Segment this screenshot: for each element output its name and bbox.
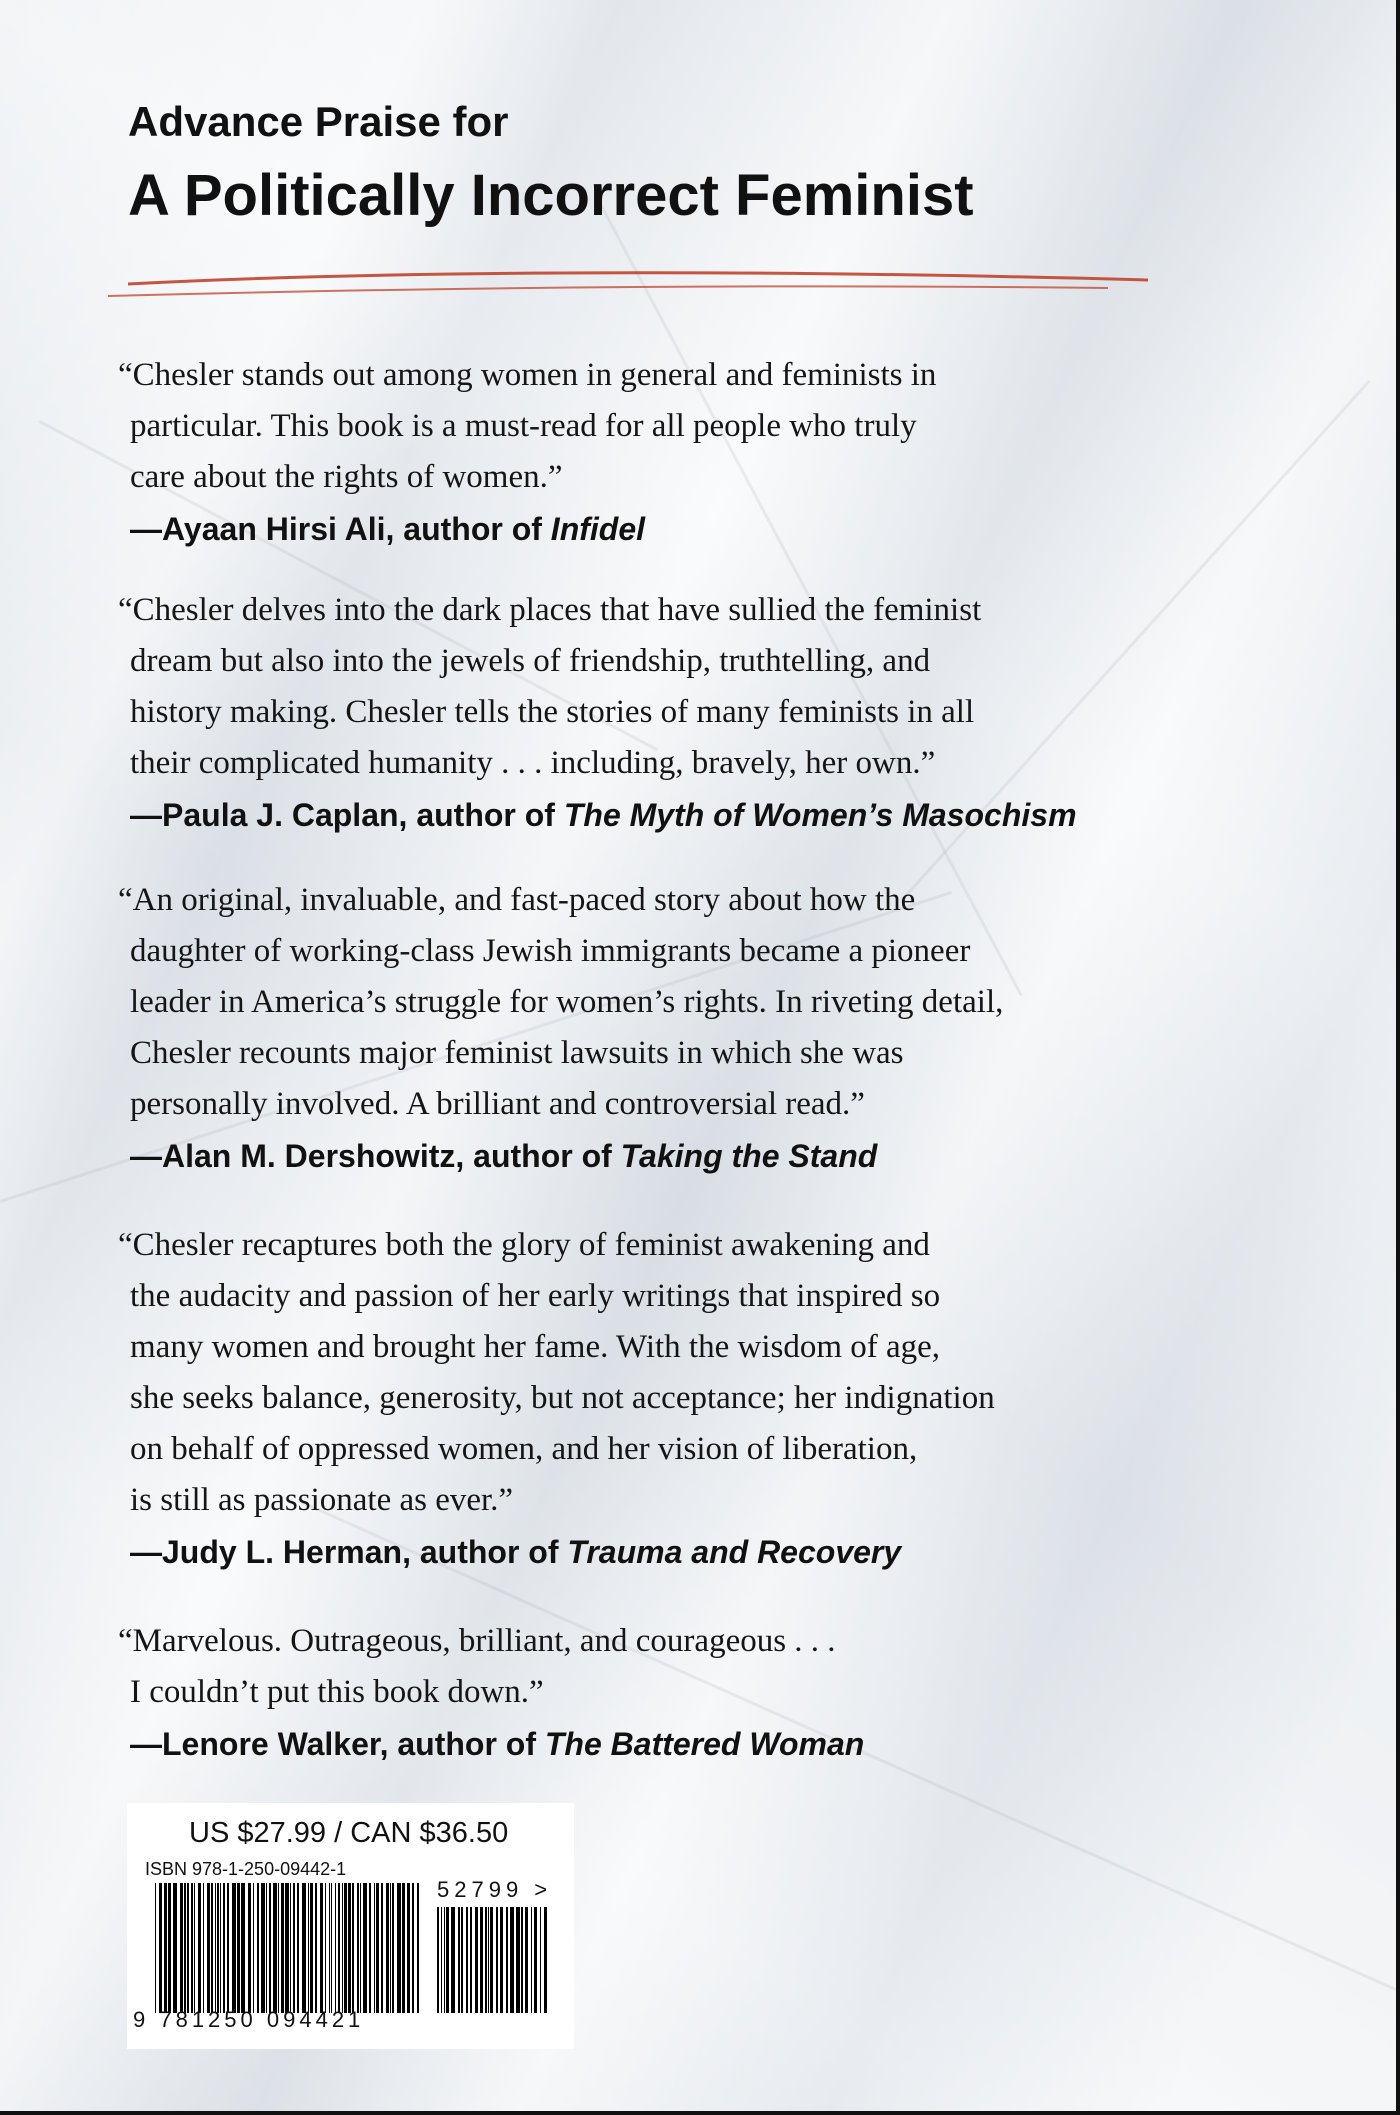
barcode-bar xyxy=(480,1907,483,2013)
barcode-bar xyxy=(266,1883,267,2013)
barcode-bar xyxy=(374,1883,375,2013)
rule-stroke-upper xyxy=(128,273,1148,284)
barcode-bar xyxy=(470,1907,472,2013)
barcode-bar xyxy=(540,1907,541,2013)
barcode-bar xyxy=(331,1883,332,2013)
red-brush-rule xyxy=(108,258,1153,308)
attribution-dash: — xyxy=(130,1534,162,1570)
barcode-bar xyxy=(352,1883,354,2013)
book-title: A Politically Incorrect Feminist xyxy=(128,163,974,228)
author-of-label: author of xyxy=(416,797,555,833)
barcode-bar xyxy=(521,1907,523,2013)
barcode-bar xyxy=(290,1883,291,2013)
quote-block xyxy=(118,875,1178,1182)
barcode-bar xyxy=(390,1883,391,2013)
barcode-bar xyxy=(381,1883,383,2013)
barcode-bar xyxy=(534,1907,537,2013)
price-addon-number: 52799 > xyxy=(437,1877,553,1902)
barcode-digits: 9 781250 094421 xyxy=(133,2007,365,2032)
author-name: Paula J. Caplan, xyxy=(162,797,408,833)
barcode-bar xyxy=(451,1907,455,2013)
quote-line: particular. This book is a must-read for all people who truly xyxy=(130,408,917,444)
barcode-panel xyxy=(127,1803,574,2049)
quote-block xyxy=(118,1220,1178,1578)
barcode-bar xyxy=(360,1883,361,2013)
barcode-bar xyxy=(335,1883,336,2013)
cited-book-title: Taking the Stand xyxy=(620,1138,878,1174)
barcode-bar xyxy=(187,1883,189,2013)
quote-block xyxy=(118,350,1178,555)
quote-line: daughter of working-class Jewish immigrants became a pioneer xyxy=(130,933,971,969)
barcode-bar xyxy=(211,1883,213,2013)
barcode-bar xyxy=(285,1883,289,2013)
barcode-bar xyxy=(184,1883,186,2013)
barcode-bar xyxy=(180,1883,183,2013)
barcode-bar xyxy=(490,1907,493,2013)
barcode-bar xyxy=(510,1907,514,2013)
attribution xyxy=(130,1526,1178,1578)
barcode-bar xyxy=(466,1907,468,2013)
barcode-bar xyxy=(159,1883,162,2013)
praise-heading: Advance Praise for xyxy=(128,98,509,145)
barcode-bar xyxy=(215,1883,216,2013)
price-label: US $27.99 / CAN $36.50 xyxy=(189,1817,509,1849)
quote-line: I couldn’t put this book down.” xyxy=(130,1674,544,1710)
quote-line: the audacity and passion of her early writings that inspired so xyxy=(130,1278,941,1314)
barcode-bar xyxy=(402,1883,405,2013)
cited-book-title: Infidel xyxy=(550,511,646,547)
barcode-bar xyxy=(164,1883,167,2013)
barcode-bar xyxy=(310,1883,313,2013)
author-of-label: author of xyxy=(403,511,542,547)
author-name: Lenore Walker, xyxy=(162,1726,389,1762)
barcode-bar xyxy=(417,1883,419,2013)
barcode-bar xyxy=(191,1883,193,2013)
barcode-bar xyxy=(329,1883,330,2013)
attribution-dash: — xyxy=(130,797,162,833)
attribution-dash: — xyxy=(130,1726,162,1762)
attribution xyxy=(130,1130,1178,1182)
barcode-bar xyxy=(525,1907,528,2013)
barcode-bar xyxy=(446,1907,449,2013)
barcode-bar xyxy=(320,1883,323,2013)
barcode-bar xyxy=(173,1883,177,2013)
barcode-bar xyxy=(227,1883,229,2013)
barcode-bar xyxy=(278,1883,279,2013)
barcode-bar xyxy=(198,1883,201,2013)
barcode-bar xyxy=(308,1883,309,2013)
barcode-bar xyxy=(155,1883,156,2013)
barcode-bar xyxy=(261,1883,265,2013)
quote-block xyxy=(118,1616,1178,1770)
barcode-bar xyxy=(437,1907,439,2013)
barcode-bar xyxy=(386,1883,389,2013)
barcode-bar xyxy=(458,1907,460,2013)
barcode-bar xyxy=(485,1907,487,2013)
quote-line: on behalf of oppressed women, and her vision of liberation, xyxy=(130,1431,918,1467)
barcode-bar xyxy=(273,1883,277,2013)
barcode-bar xyxy=(203,1883,204,2013)
quote-line: dream but also into the jewels of friendship, truthtelling, and xyxy=(130,643,931,679)
barcode-bar xyxy=(223,1883,225,2013)
quote-line: personally involved. A brilliant and controversial read.” xyxy=(130,1086,865,1122)
barcode-bar xyxy=(344,1883,347,2013)
barcode-bar xyxy=(392,1883,394,2013)
barcode-bar xyxy=(369,1883,371,2013)
barcode-bar xyxy=(325,1883,326,2013)
barcode-bar xyxy=(441,1907,442,2013)
barcode-bar xyxy=(500,1907,503,2013)
barcode-bar xyxy=(168,1883,171,2013)
barcode-bar xyxy=(207,1883,210,2013)
barcode-bar xyxy=(269,1883,271,2013)
cited-book-title: Trauma and Recovery xyxy=(567,1534,902,1570)
barcode-bar xyxy=(516,1907,520,2013)
author-of-label: author of xyxy=(397,1726,536,1762)
author-name: Judy L. Herman, xyxy=(162,1534,411,1570)
barcode-bar xyxy=(302,1883,306,2013)
attribution-dash: — xyxy=(130,1138,162,1174)
barcode-bar xyxy=(363,1883,367,2013)
isbn-label: ISBN 978-1-250-09442-1 xyxy=(145,1859,347,1879)
barcode-bar xyxy=(407,1883,410,2013)
quote-line: their complicated humanity . . . including, bravely, her own.” xyxy=(130,745,936,781)
barcode-bar xyxy=(315,1883,317,2013)
barcode-bar xyxy=(253,1883,254,2013)
page-border-bottom xyxy=(0,2111,1400,2115)
author-name: Alan M. Dershowitz, xyxy=(162,1138,465,1174)
quote-line: “Marvelous. Outrageous, brilliant, and courageous . . . xyxy=(118,1623,836,1659)
quote-line: “Chesler recaptures both the glory of feminist awakening and xyxy=(118,1227,930,1263)
author-name: Ayaan Hirsi Ali, xyxy=(162,511,395,547)
barcode-bar xyxy=(475,1907,478,2013)
page-border-right xyxy=(1396,0,1400,2115)
barcode-bar xyxy=(506,1907,508,2013)
barcode-bar xyxy=(444,1907,445,2013)
barcode-bar xyxy=(488,1907,489,2013)
barcode-bar xyxy=(342,1883,343,2013)
barcode-bar xyxy=(281,1883,284,2013)
attribution xyxy=(130,789,1178,841)
barcode-bar xyxy=(248,1883,251,2013)
barcode-bar xyxy=(412,1883,414,2013)
attribution xyxy=(130,1718,1178,1770)
barcode-bar xyxy=(544,1907,547,2013)
barcode-bar xyxy=(237,1883,240,2013)
barcode-bar xyxy=(348,1883,351,2013)
quote-line: history making. Chesler tells the stories of many feminists in all xyxy=(130,694,975,730)
barcode-bar xyxy=(293,1883,295,2013)
price-barcode-icon xyxy=(437,1907,549,2013)
barcode-bar xyxy=(531,1907,532,2013)
quote-line: “An original, invaluable, and fast-paced story about how the xyxy=(118,882,916,918)
barcode-bar xyxy=(397,1883,401,2013)
quote-line: Chesler recounts major feminist lawsuits in which she was xyxy=(130,1035,904,1071)
quote-line: “Chesler stands out among women in general and feminists in xyxy=(118,357,937,393)
quote-block xyxy=(118,585,1178,841)
author-of-label: author of xyxy=(419,1534,559,1570)
quote-line: many women and brought her fame. With the wisdom of age, xyxy=(130,1329,941,1365)
barcode-bar xyxy=(376,1883,379,2013)
barcode-bar xyxy=(496,1907,498,2013)
barcode-bar xyxy=(194,1883,195,2013)
attribution-dash: — xyxy=(130,511,162,547)
cited-book-title: The Battered Woman xyxy=(544,1726,865,1762)
isbn-barcode-icon xyxy=(155,1883,420,2013)
rule-stroke-lower xyxy=(108,286,1108,296)
barcode-bar xyxy=(461,1907,463,2013)
barcode-bar xyxy=(257,1883,259,2013)
barcode-bar xyxy=(357,1883,359,2013)
barcode-bar xyxy=(232,1883,236,2013)
quote-line: care about the rights of women.” xyxy=(130,459,563,495)
cited-book-title: The Myth of Women’s Masochism xyxy=(563,797,1077,833)
quote-line: “Chesler delves into the dark places that have sullied the feminist xyxy=(118,592,982,628)
barcode-bar xyxy=(297,1883,299,2013)
barcode-bar xyxy=(220,1883,221,2013)
attribution xyxy=(130,503,1178,555)
author-of-label: author of xyxy=(473,1138,612,1174)
quote-line: she seeks balance, generosity, but not acceptance; her indignation xyxy=(130,1380,995,1416)
quote-line: leader in America’s struggle for women’s rights. In riveting detail, xyxy=(130,984,1004,1020)
quote-line: is still as passionate as ever.” xyxy=(130,1482,514,1518)
barcode-bar xyxy=(241,1883,245,2013)
barcode-bar xyxy=(338,1883,340,2013)
barcode-bar xyxy=(217,1883,219,2013)
